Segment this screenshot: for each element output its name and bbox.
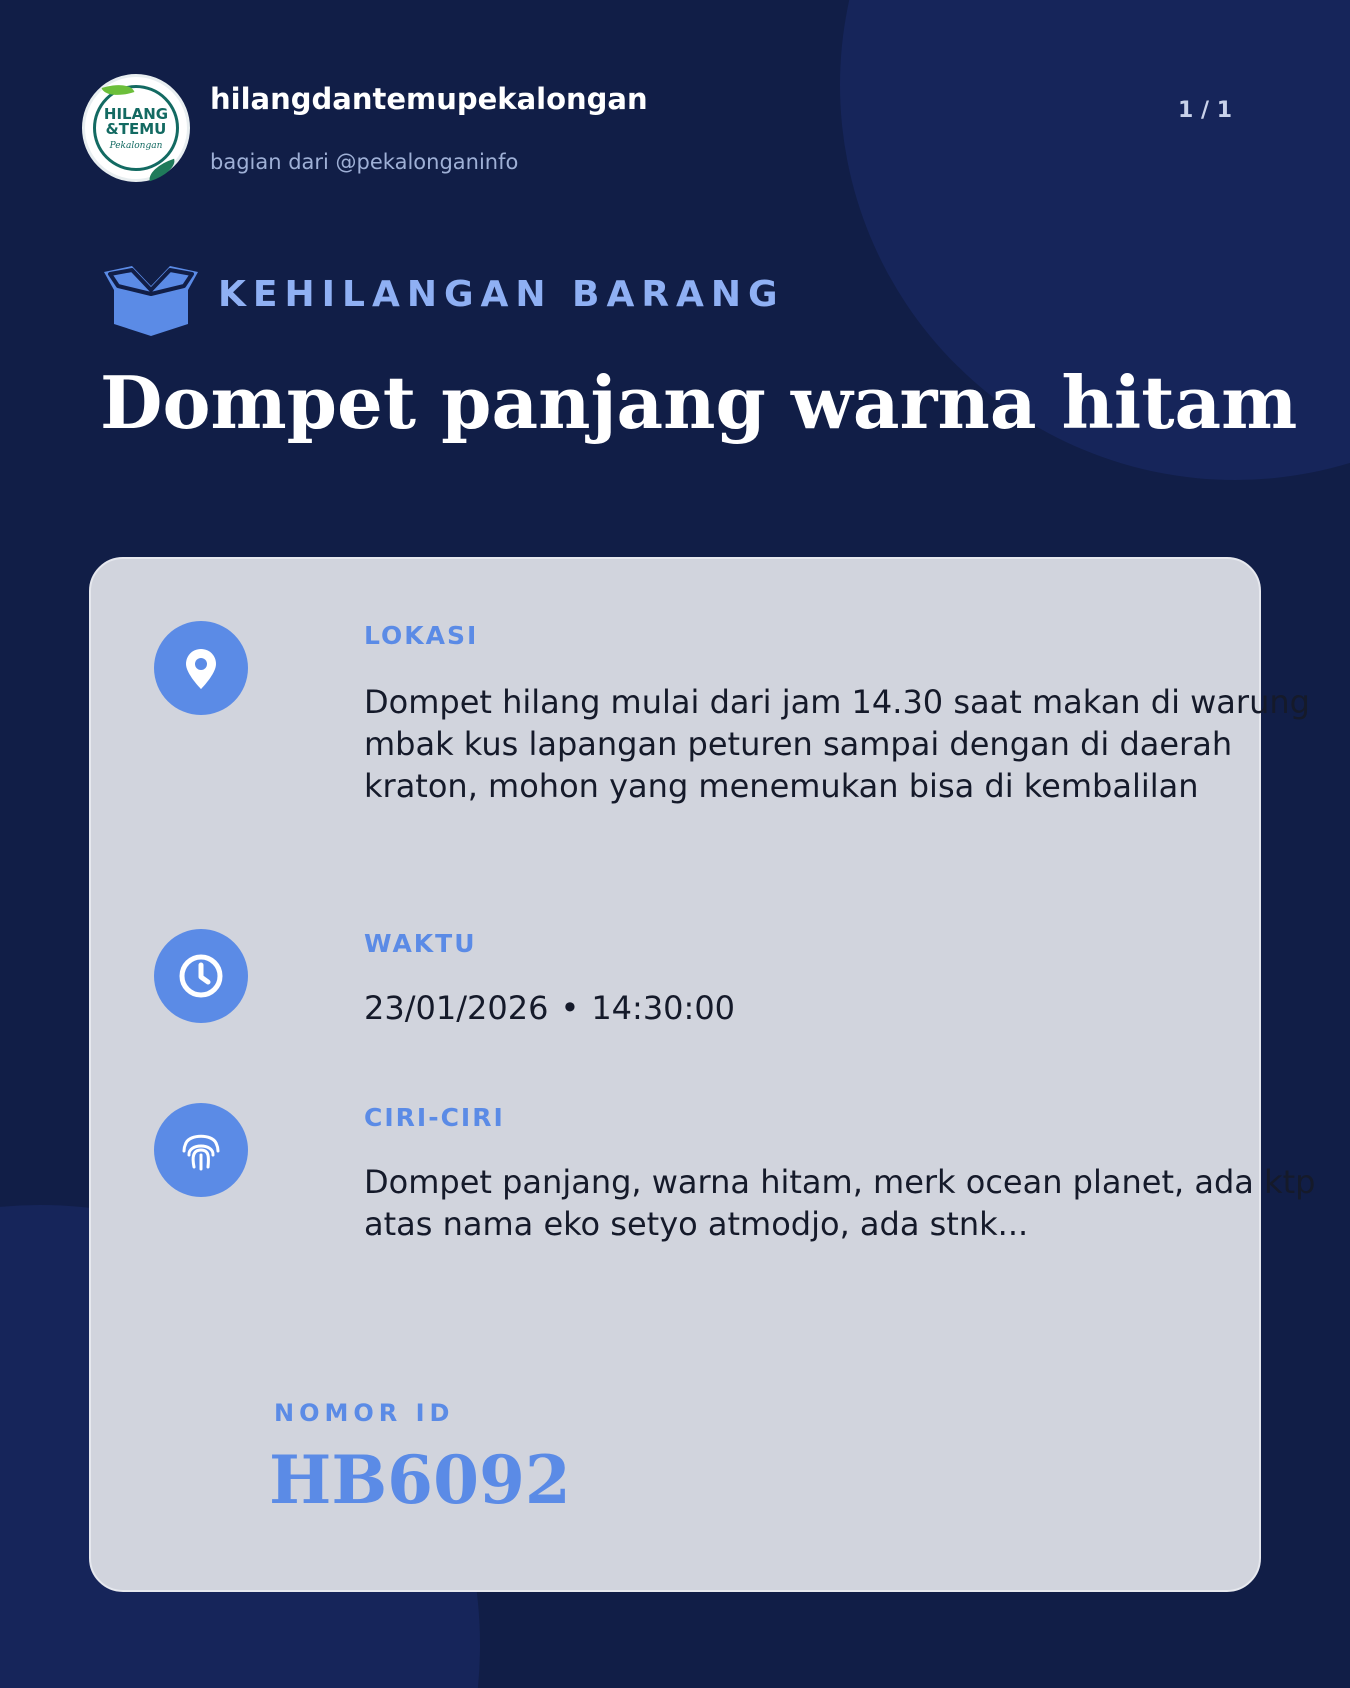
page-counter: 1 / 1 xyxy=(1178,98,1232,123)
details-card xyxy=(89,557,1316,1592)
logo-wordmark xyxy=(85,107,187,137)
clock-icon xyxy=(154,929,248,1023)
waktu-label: WAKTU xyxy=(364,929,477,958)
post-header xyxy=(82,74,1262,186)
nomor-id-value: HB6092 xyxy=(269,1441,571,1519)
nomor-id-label: NOMOR ID xyxy=(274,1399,455,1427)
item-title: Dompet panjang warna hitam xyxy=(100,360,1298,445)
ciri-label: CIRI-CIRI xyxy=(364,1103,505,1132)
location-pin-icon xyxy=(154,621,248,715)
waktu-separator: • xyxy=(560,989,580,1027)
fingerprint-icon xyxy=(154,1103,248,1197)
waktu-time: 14:30:00 xyxy=(591,989,736,1027)
category-label: KEHILANGAN BARANG xyxy=(218,274,785,315)
lokasi-text: Dompet hilang mulai dari jam 14.30 saat makan di warung mbak kus lapangan peturen sampai dengan di daerah kraton, mohon yang menemukan bisa di kembalilan xyxy=(364,683,1310,805)
logo-script: Pekalongan xyxy=(109,141,163,151)
waktu-date: 23/01/2026 xyxy=(364,989,549,1027)
category-header xyxy=(104,264,904,336)
lokasi-label: LOKASI xyxy=(364,621,479,650)
box-icon xyxy=(104,264,198,336)
logo-line-1: HILANG xyxy=(103,105,169,123)
account-avatar[interactable] xyxy=(82,74,190,182)
account-name[interactable]: hilangdantemupekalongan xyxy=(210,82,648,116)
ciri-text: Dompet panjang, warna hitam, merk ocean planet, ada ktp atas nama eko setyo atmodjo, ada stnk... xyxy=(364,1163,1316,1243)
waktu-text xyxy=(364,987,1324,1029)
account-subtitle: bagian dari @pekalonganinfo xyxy=(210,150,519,174)
logo-line-2: &TEMU xyxy=(105,120,167,138)
